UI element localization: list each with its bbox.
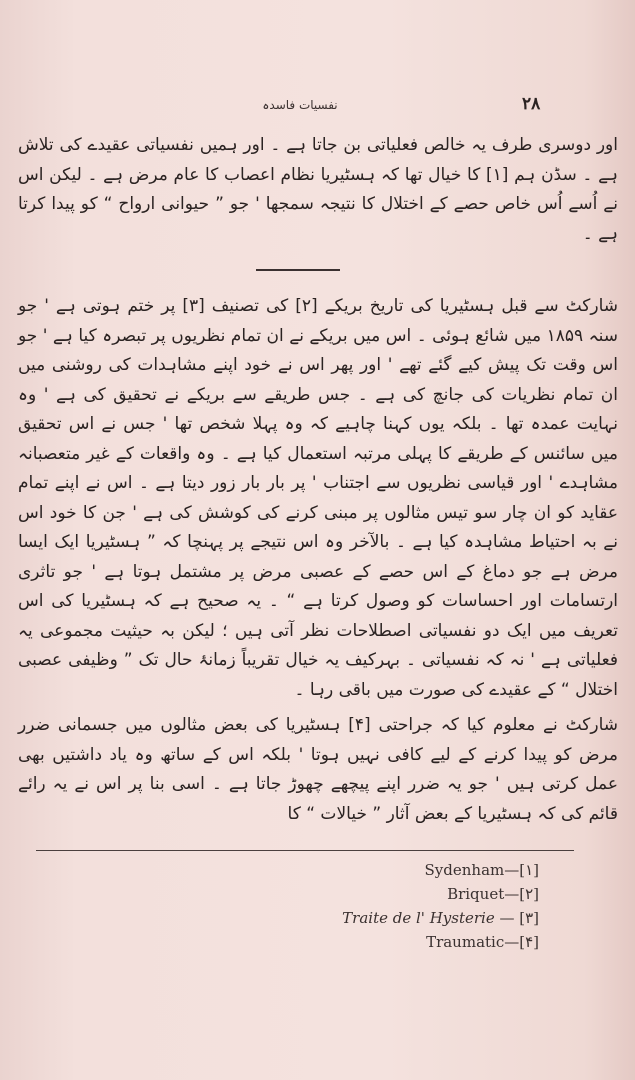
footnote-2 xyxy=(342,882,539,906)
paragraph-1: اور دوسری طرف یہ خالص فعلیاتی بن جاتا ہے ۔ اور ہمیں نفسیاتی عقیدے کی تلاش ہے ۔ سڈن ہم [۱] کا خیال تھا کہ ہسٹیریا نظام اعصاب کا عام مرض ہے ۔ لیکن اس نے اُسے اُس خاص حصے کے اختلال کا نتیجہ سمجھا ' جو ” حیوانی ارواح “ کو پیدا کرتا ہے ۔ xyxy=(18,135,618,244)
footnote-1 xyxy=(342,858,539,882)
footnotes xyxy=(342,858,539,954)
footnote-4 xyxy=(342,930,539,954)
page-number: ۲۸ xyxy=(522,94,541,114)
footnote-3 xyxy=(342,906,539,930)
footnote-marker: — [۳] xyxy=(494,909,539,927)
paragraph-2: شارکٹ سے قبل ہسٹیریا کی تاریخ بریکے [۲] کی تصنیف [۳] پر ختم ہوتی ہے ' جو سنہ ۱۸۵۹ میں شائع ہوئی ۔ اس میں بریکے نے ان تمام نظریوں پر تبصرہ کیا ہے ' جو اس وقت تک پیش کیے گئے تھے ' اور پھر اس نے خود اپنے مشاہدات کی روشنی میں ان تمام نظریات کی جانچ کی ہے ۔ جس طریقے سے بریکے نے تحقیق کی ہے ' وہ نہایت عمدہ تھا ۔ بلکہ یوں کہنا چاہیے کہ وہ پہلا شخص تھا ' جس نے اس تحقیق میں سائنس کے طریقے کا پہلی مرتبہ استعمال کیا ہے ۔ وہ واقعات کے غیر متعصبانہ مشاہدے ' اور قیاسی نظریوں سے اجتناب ' پر بار بار زور دیتا ہے ۔ اس نے اپنے تمام عقاید کو ان چار سو تیس مثالوں پر مبنی کرنے کی کوشش کی ہے ' جن کا خود اس نے بہ احتیاط مشاہدہ کیا ہے ۔ بالآخر وہ اس نتیجے پر پہنچا کہ ” ہسٹیریا ایک ایسا مرض ہے جو دماغ کے اس حصے کے عصبی مرض پر مشتمل ہوتا ہے ' جو تاثری ارتسامات اور احساسات کو وصول کرتا ہے “ ۔ یہ صحیح ہے کہ ہسٹیریا کی اس تعریف میں ایک دو نفسیاتی اصطلاحات نظر آتی ہیں ؛ لیکن بہ حیثیت مجموعی یہ فعلیاتی ہے ' نہ کہ نفسیاتی ۔ بہرکیف یہ خیال تقریباً زمانۂ حال تک ” وظیفی عصبی اختلال “ کے عقیدے کی صورت میں باقی رہا ۔ xyxy=(18,296,619,700)
running-title: نفسیات فاسدہ xyxy=(262,98,338,112)
footnote-marker: —[۱] xyxy=(504,861,539,879)
footnote-text: Briquet xyxy=(447,885,505,903)
footnote-text: Traumatic xyxy=(426,933,505,951)
section-divider xyxy=(256,269,340,271)
footnote-text: Traite de l' Hysterie xyxy=(342,909,495,927)
footnote-marker: —[۴] xyxy=(504,933,539,951)
paragraph-3: شارکٹ نے معلوم کیا کہ جراحتی [۴] ہسٹیریا کی بعض مثالوں میں جسمانی ضرر مرض کو پیدا کرنے کے لیے کافی نہیں ہوتا ' بلکہ اس کے ساتھ وہ یاد داشتیں بھی عمل کرتی ہیں ' جو یہ ضرر اپنے پیچھے چھوڑ جاتا ہے ۔ اسی بنا پر اس نے یہ رائے قائم کی کہ ہسٹیریا کے بعض آثار ” خیالات “ کا xyxy=(18,715,618,824)
footnote-rule xyxy=(36,850,574,851)
footnote-text: Sydenham xyxy=(424,861,505,879)
footnote-marker: —[۲] xyxy=(504,885,539,903)
